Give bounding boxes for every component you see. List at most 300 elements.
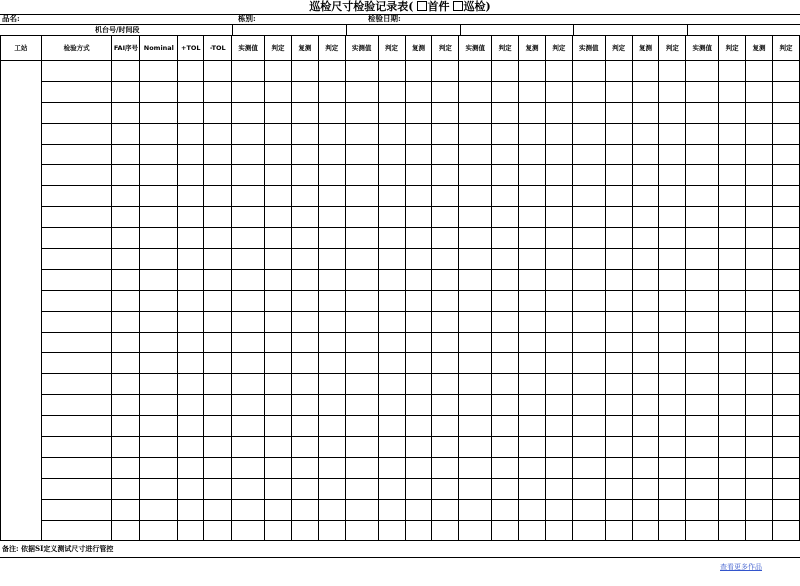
table-cell[interactable] xyxy=(686,144,719,165)
table-cell[interactable] xyxy=(345,102,378,123)
table-cell[interactable] xyxy=(459,520,492,541)
table-cell[interactable] xyxy=(772,186,799,207)
table-cell[interactable] xyxy=(291,416,318,437)
table-cell[interactable] xyxy=(686,353,719,374)
table-cell[interactable] xyxy=(659,102,686,123)
table-cell[interactable] xyxy=(632,437,659,458)
table-cell[interactable] xyxy=(204,395,232,416)
table-cell[interactable] xyxy=(605,249,632,270)
table-cell[interactable] xyxy=(204,269,232,290)
table-cell[interactable] xyxy=(545,395,572,416)
table-cell[interactable] xyxy=(318,499,345,520)
table-cell[interactable] xyxy=(41,353,112,374)
table-cell[interactable] xyxy=(41,186,112,207)
table-cell[interactable] xyxy=(405,457,432,478)
table-cell[interactable] xyxy=(659,499,686,520)
table-cell[interactable] xyxy=(291,374,318,395)
table-cell[interactable] xyxy=(719,228,746,249)
table-cell[interactable] xyxy=(140,102,178,123)
table-cell[interactable] xyxy=(432,249,459,270)
table-cell[interactable] xyxy=(178,186,204,207)
table-cell[interactable] xyxy=(719,478,746,499)
table-cell[interactable] xyxy=(632,457,659,478)
table-cell[interactable] xyxy=(178,207,204,228)
table-cell[interactable] xyxy=(605,374,632,395)
table-cell[interactable] xyxy=(686,478,719,499)
table-cell[interactable] xyxy=(632,395,659,416)
table-cell[interactable] xyxy=(112,102,140,123)
table-cell[interactable] xyxy=(545,249,572,270)
table-cell[interactable] xyxy=(41,102,112,123)
table-cell[interactable] xyxy=(140,416,178,437)
table-cell[interactable] xyxy=(405,437,432,458)
table-cell[interactable] xyxy=(605,269,632,290)
table-cell[interactable] xyxy=(204,437,232,458)
table-cell[interactable] xyxy=(772,123,799,144)
table-cell[interactable] xyxy=(746,186,773,207)
table-cell[interactable] xyxy=(345,520,378,541)
table-cell[interactable] xyxy=(545,290,572,311)
table-cell[interactable] xyxy=(746,437,773,458)
table-cell[interactable] xyxy=(265,207,292,228)
table-cell[interactable] xyxy=(605,81,632,102)
table-cell[interactable] xyxy=(318,102,345,123)
table-cell[interactable] xyxy=(632,144,659,165)
table-cell[interactable] xyxy=(41,374,112,395)
table-cell[interactable] xyxy=(178,437,204,458)
table-cell[interactable] xyxy=(519,81,546,102)
table-cell[interactable] xyxy=(41,332,112,353)
table-cell[interactable] xyxy=(746,416,773,437)
table-cell[interactable] xyxy=(632,499,659,520)
table-cell[interactable] xyxy=(572,123,605,144)
table-cell[interactable] xyxy=(719,165,746,186)
table-cell[interactable] xyxy=(746,290,773,311)
table-cell[interactable] xyxy=(318,290,345,311)
table-cell[interactable] xyxy=(605,332,632,353)
table-cell[interactable] xyxy=(378,395,405,416)
table-cell[interactable] xyxy=(265,332,292,353)
table-cell[interactable] xyxy=(140,499,178,520)
table-cell[interactable] xyxy=(492,416,519,437)
table-cell[interactable] xyxy=(772,520,799,541)
table-cell[interactable] xyxy=(291,478,318,499)
table-cell[interactable] xyxy=(772,269,799,290)
table-cell[interactable] xyxy=(291,228,318,249)
table-cell[interactable] xyxy=(178,228,204,249)
table-cell[interactable] xyxy=(318,416,345,437)
table-cell[interactable] xyxy=(265,416,292,437)
table-cell[interactable] xyxy=(459,144,492,165)
table-cell[interactable] xyxy=(232,520,265,541)
table-cell[interactable] xyxy=(204,353,232,374)
table-cell[interactable] xyxy=(178,457,204,478)
table-cell[interactable] xyxy=(232,416,265,437)
table-cell[interactable] xyxy=(112,186,140,207)
table-cell[interactable] xyxy=(719,102,746,123)
table-cell[interactable] xyxy=(318,186,345,207)
table-cell[interactable] xyxy=(345,228,378,249)
table-cell[interactable] xyxy=(459,499,492,520)
table-cell[interactable] xyxy=(632,61,659,82)
table-cell[interactable] xyxy=(572,353,605,374)
table-cell[interactable] xyxy=(719,81,746,102)
table-cell[interactable] xyxy=(459,332,492,353)
table-cell[interactable] xyxy=(746,353,773,374)
table-cell[interactable] xyxy=(232,395,265,416)
table-cell[interactable] xyxy=(140,290,178,311)
table-cell[interactable] xyxy=(41,61,112,82)
table-cell[interactable] xyxy=(492,520,519,541)
table-cell[interactable] xyxy=(232,186,265,207)
table-cell[interactable] xyxy=(492,332,519,353)
table-cell[interactable] xyxy=(772,144,799,165)
table-cell[interactable] xyxy=(41,457,112,478)
table-cell[interactable] xyxy=(545,478,572,499)
table-cell[interactable] xyxy=(378,81,405,102)
table-cell[interactable] xyxy=(291,499,318,520)
table-cell[interactable] xyxy=(140,374,178,395)
table-cell[interactable] xyxy=(291,165,318,186)
table-cell[interactable] xyxy=(459,123,492,144)
table-cell[interactable] xyxy=(232,81,265,102)
table-cell[interactable] xyxy=(772,457,799,478)
table-cell[interactable] xyxy=(378,290,405,311)
table-cell[interactable] xyxy=(719,311,746,332)
table-cell[interactable] xyxy=(605,353,632,374)
table-cell[interactable] xyxy=(572,102,605,123)
table-cell[interactable] xyxy=(459,249,492,270)
table-cell[interactable] xyxy=(605,144,632,165)
table-cell[interactable] xyxy=(686,290,719,311)
table-cell[interactable] xyxy=(545,374,572,395)
table-cell[interactable] xyxy=(459,102,492,123)
table-cell[interactable] xyxy=(265,269,292,290)
table-cell[interactable] xyxy=(719,61,746,82)
table-cell[interactable] xyxy=(140,123,178,144)
table-cell[interactable] xyxy=(378,269,405,290)
table-cell[interactable] xyxy=(178,311,204,332)
table-cell[interactable] xyxy=(686,374,719,395)
table-cell[interactable] xyxy=(178,144,204,165)
table-cell[interactable] xyxy=(545,165,572,186)
table-cell[interactable] xyxy=(405,520,432,541)
table-cell[interactable] xyxy=(112,165,140,186)
table-cell[interactable] xyxy=(178,249,204,270)
table-cell[interactable] xyxy=(519,165,546,186)
table-cell[interactable] xyxy=(659,311,686,332)
table-cell[interactable] xyxy=(459,228,492,249)
table-cell[interactable] xyxy=(378,416,405,437)
table-cell[interactable] xyxy=(405,499,432,520)
table-cell[interactable] xyxy=(232,290,265,311)
table-cell[interactable] xyxy=(459,269,492,290)
table-cell[interactable] xyxy=(432,290,459,311)
table-cell[interactable] xyxy=(459,61,492,82)
table-cell[interactable] xyxy=(659,374,686,395)
table-cell[interactable] xyxy=(459,165,492,186)
table-cell[interactable] xyxy=(41,207,112,228)
table-cell[interactable] xyxy=(140,61,178,82)
table-cell[interactable] xyxy=(432,457,459,478)
table-cell[interactable] xyxy=(432,395,459,416)
table-cell[interactable] xyxy=(232,499,265,520)
table-cell[interactable] xyxy=(345,207,378,228)
table-cell[interactable] xyxy=(632,520,659,541)
table-cell[interactable] xyxy=(112,457,140,478)
table-cell[interactable] xyxy=(632,102,659,123)
table-cell[interactable] xyxy=(572,61,605,82)
table-cell[interactable] xyxy=(204,249,232,270)
table-cell[interactable] xyxy=(432,437,459,458)
table-cell[interactable] xyxy=(492,499,519,520)
table-cell[interactable] xyxy=(178,165,204,186)
table-cell[interactable] xyxy=(318,457,345,478)
table-cell[interactable] xyxy=(746,249,773,270)
table-cell[interactable] xyxy=(432,374,459,395)
table-cell[interactable] xyxy=(545,269,572,290)
table-cell[interactable] xyxy=(232,269,265,290)
table-cell[interactable] xyxy=(686,395,719,416)
table-cell[interactable] xyxy=(519,437,546,458)
table-cell[interactable] xyxy=(605,123,632,144)
table-cell[interactable] xyxy=(632,81,659,102)
table-cell[interactable] xyxy=(519,186,546,207)
table-cell[interactable] xyxy=(719,144,746,165)
table-cell[interactable] xyxy=(772,207,799,228)
table-cell[interactable] xyxy=(772,499,799,520)
table-cell[interactable] xyxy=(318,520,345,541)
table-cell[interactable] xyxy=(265,437,292,458)
table-cell[interactable] xyxy=(746,102,773,123)
table-cell[interactable] xyxy=(318,249,345,270)
table-cell[interactable] xyxy=(318,311,345,332)
table-cell[interactable] xyxy=(41,81,112,102)
table-cell[interactable] xyxy=(605,61,632,82)
table-cell[interactable] xyxy=(572,290,605,311)
table-cell[interactable] xyxy=(432,61,459,82)
table-cell[interactable] xyxy=(405,123,432,144)
table-cell[interactable] xyxy=(432,353,459,374)
table-cell[interactable] xyxy=(686,207,719,228)
table-cell[interactable] xyxy=(719,395,746,416)
table-cell[interactable] xyxy=(178,353,204,374)
table-cell[interactable] xyxy=(204,61,232,82)
table-cell[interactable] xyxy=(318,123,345,144)
table-cell[interactable] xyxy=(318,395,345,416)
table-cell[interactable] xyxy=(746,499,773,520)
table-cell[interactable] xyxy=(378,457,405,478)
table-cell[interactable] xyxy=(318,228,345,249)
table-cell[interactable] xyxy=(345,186,378,207)
table-cell[interactable] xyxy=(265,165,292,186)
table-cell[interactable] xyxy=(719,123,746,144)
table-cell[interactable] xyxy=(178,395,204,416)
table-cell[interactable] xyxy=(178,81,204,102)
table-cell[interactable] xyxy=(41,478,112,499)
table-cell[interactable] xyxy=(378,249,405,270)
table-cell[interactable] xyxy=(519,416,546,437)
table-cell[interactable] xyxy=(140,332,178,353)
table-cell[interactable] xyxy=(519,478,546,499)
table-cell[interactable] xyxy=(492,81,519,102)
table-cell[interactable] xyxy=(686,437,719,458)
table-cell[interactable] xyxy=(545,332,572,353)
table-cell[interactable] xyxy=(204,102,232,123)
table-cell[interactable] xyxy=(204,290,232,311)
table-cell[interactable] xyxy=(459,186,492,207)
table-cell[interactable] xyxy=(345,353,378,374)
table-cell[interactable] xyxy=(405,416,432,437)
table-cell[interactable] xyxy=(686,123,719,144)
table-cell[interactable] xyxy=(632,186,659,207)
table-cell[interactable] xyxy=(140,144,178,165)
table-cell[interactable] xyxy=(291,290,318,311)
table-cell[interactable] xyxy=(492,102,519,123)
table-cell[interactable] xyxy=(492,144,519,165)
table-cell[interactable] xyxy=(318,374,345,395)
table-cell[interactable] xyxy=(519,332,546,353)
table-cell[interactable] xyxy=(318,437,345,458)
table-cell[interactable] xyxy=(265,81,292,102)
table-cell[interactable] xyxy=(686,249,719,270)
table-cell[interactable] xyxy=(140,395,178,416)
table-cell[interactable] xyxy=(112,123,140,144)
table-cell[interactable] xyxy=(746,457,773,478)
table-cell[interactable] xyxy=(572,228,605,249)
table-cell[interactable] xyxy=(772,102,799,123)
table-cell[interactable] xyxy=(492,249,519,270)
table-cell[interactable] xyxy=(519,353,546,374)
table-cell[interactable] xyxy=(719,353,746,374)
table-cell[interactable] xyxy=(345,499,378,520)
table-cell[interactable] xyxy=(140,165,178,186)
table-cell[interactable] xyxy=(291,81,318,102)
table-cell[interactable] xyxy=(605,102,632,123)
table-cell[interactable] xyxy=(492,228,519,249)
table-cell[interactable] xyxy=(719,520,746,541)
table-cell[interactable] xyxy=(265,144,292,165)
table-cell[interactable] xyxy=(140,207,178,228)
table-cell[interactable] xyxy=(291,353,318,374)
table-cell[interactable] xyxy=(318,269,345,290)
table-cell[interactable] xyxy=(605,437,632,458)
table-cell[interactable] xyxy=(659,249,686,270)
table-cell[interactable] xyxy=(178,332,204,353)
table-cell[interactable] xyxy=(112,395,140,416)
table-cell[interactable] xyxy=(112,416,140,437)
table-cell[interactable] xyxy=(265,186,292,207)
table-cell[interactable] xyxy=(572,144,605,165)
table-cell[interactable] xyxy=(378,165,405,186)
table-cell[interactable] xyxy=(605,207,632,228)
table-cell[interactable] xyxy=(432,207,459,228)
table-cell[interactable] xyxy=(459,457,492,478)
table-cell[interactable] xyxy=(345,478,378,499)
table-cell[interactable] xyxy=(405,81,432,102)
table-cell[interactable] xyxy=(632,332,659,353)
table-cell[interactable] xyxy=(204,457,232,478)
table-cell[interactable] xyxy=(686,228,719,249)
table-cell[interactable] xyxy=(459,290,492,311)
table-cell[interactable] xyxy=(432,228,459,249)
table-cell[interactable] xyxy=(659,61,686,82)
table-cell[interactable] xyxy=(291,520,318,541)
table-cell[interactable] xyxy=(378,311,405,332)
table-cell[interactable] xyxy=(772,228,799,249)
table-cell[interactable] xyxy=(41,144,112,165)
table-cell[interactable] xyxy=(232,311,265,332)
table-cell[interactable] xyxy=(378,332,405,353)
table-cell[interactable] xyxy=(112,332,140,353)
table-cell[interactable] xyxy=(519,499,546,520)
table-cell[interactable] xyxy=(41,269,112,290)
table-cell[interactable] xyxy=(572,186,605,207)
table-cell[interactable] xyxy=(772,416,799,437)
table-cell[interactable] xyxy=(659,520,686,541)
table-cell[interactable] xyxy=(232,102,265,123)
table-cell[interactable] xyxy=(204,332,232,353)
table-cell[interactable] xyxy=(492,290,519,311)
table-cell[interactable] xyxy=(265,61,292,82)
table-cell[interactable] xyxy=(605,165,632,186)
table-cell[interactable] xyxy=(605,228,632,249)
more-works-link[interactable]: 查看更多作品 xyxy=(720,563,762,571)
table-cell[interactable] xyxy=(232,61,265,82)
table-cell[interactable] xyxy=(41,228,112,249)
table-cell[interactable] xyxy=(345,81,378,102)
table-cell[interactable] xyxy=(519,123,546,144)
table-cell[interactable] xyxy=(432,499,459,520)
table-cell[interactable] xyxy=(232,165,265,186)
table-cell[interactable] xyxy=(632,290,659,311)
table-cell[interactable] xyxy=(140,81,178,102)
table-cell[interactable] xyxy=(492,374,519,395)
table-cell[interactable] xyxy=(719,457,746,478)
table-cell[interactable] xyxy=(432,269,459,290)
table-cell[interactable] xyxy=(178,102,204,123)
table-cell[interactable] xyxy=(140,520,178,541)
table-cell[interactable] xyxy=(291,457,318,478)
table-cell[interactable] xyxy=(112,499,140,520)
table-cell[interactable] xyxy=(178,520,204,541)
table-cell[interactable] xyxy=(405,332,432,353)
table-cell[interactable] xyxy=(492,269,519,290)
table-cell[interactable] xyxy=(432,123,459,144)
table-cell[interactable] xyxy=(405,144,432,165)
table-cell[interactable] xyxy=(265,249,292,270)
table-cell[interactable] xyxy=(746,165,773,186)
table-cell[interactable] xyxy=(204,81,232,102)
table-cell[interactable] xyxy=(41,290,112,311)
table-cell[interactable] xyxy=(232,144,265,165)
table-cell[interactable] xyxy=(378,61,405,82)
table-cell[interactable] xyxy=(41,123,112,144)
table-cell[interactable] xyxy=(432,478,459,499)
table-cell[interactable] xyxy=(572,207,605,228)
table-cell[interactable] xyxy=(204,520,232,541)
table-cell[interactable] xyxy=(204,144,232,165)
table-cell[interactable] xyxy=(204,165,232,186)
table-cell[interactable] xyxy=(492,457,519,478)
table-cell[interactable] xyxy=(605,290,632,311)
table-cell[interactable] xyxy=(719,249,746,270)
table-cell[interactable] xyxy=(232,123,265,144)
table-cell[interactable] xyxy=(432,186,459,207)
table-cell[interactable] xyxy=(545,520,572,541)
table-cell[interactable] xyxy=(545,207,572,228)
table-cell[interactable] xyxy=(112,207,140,228)
